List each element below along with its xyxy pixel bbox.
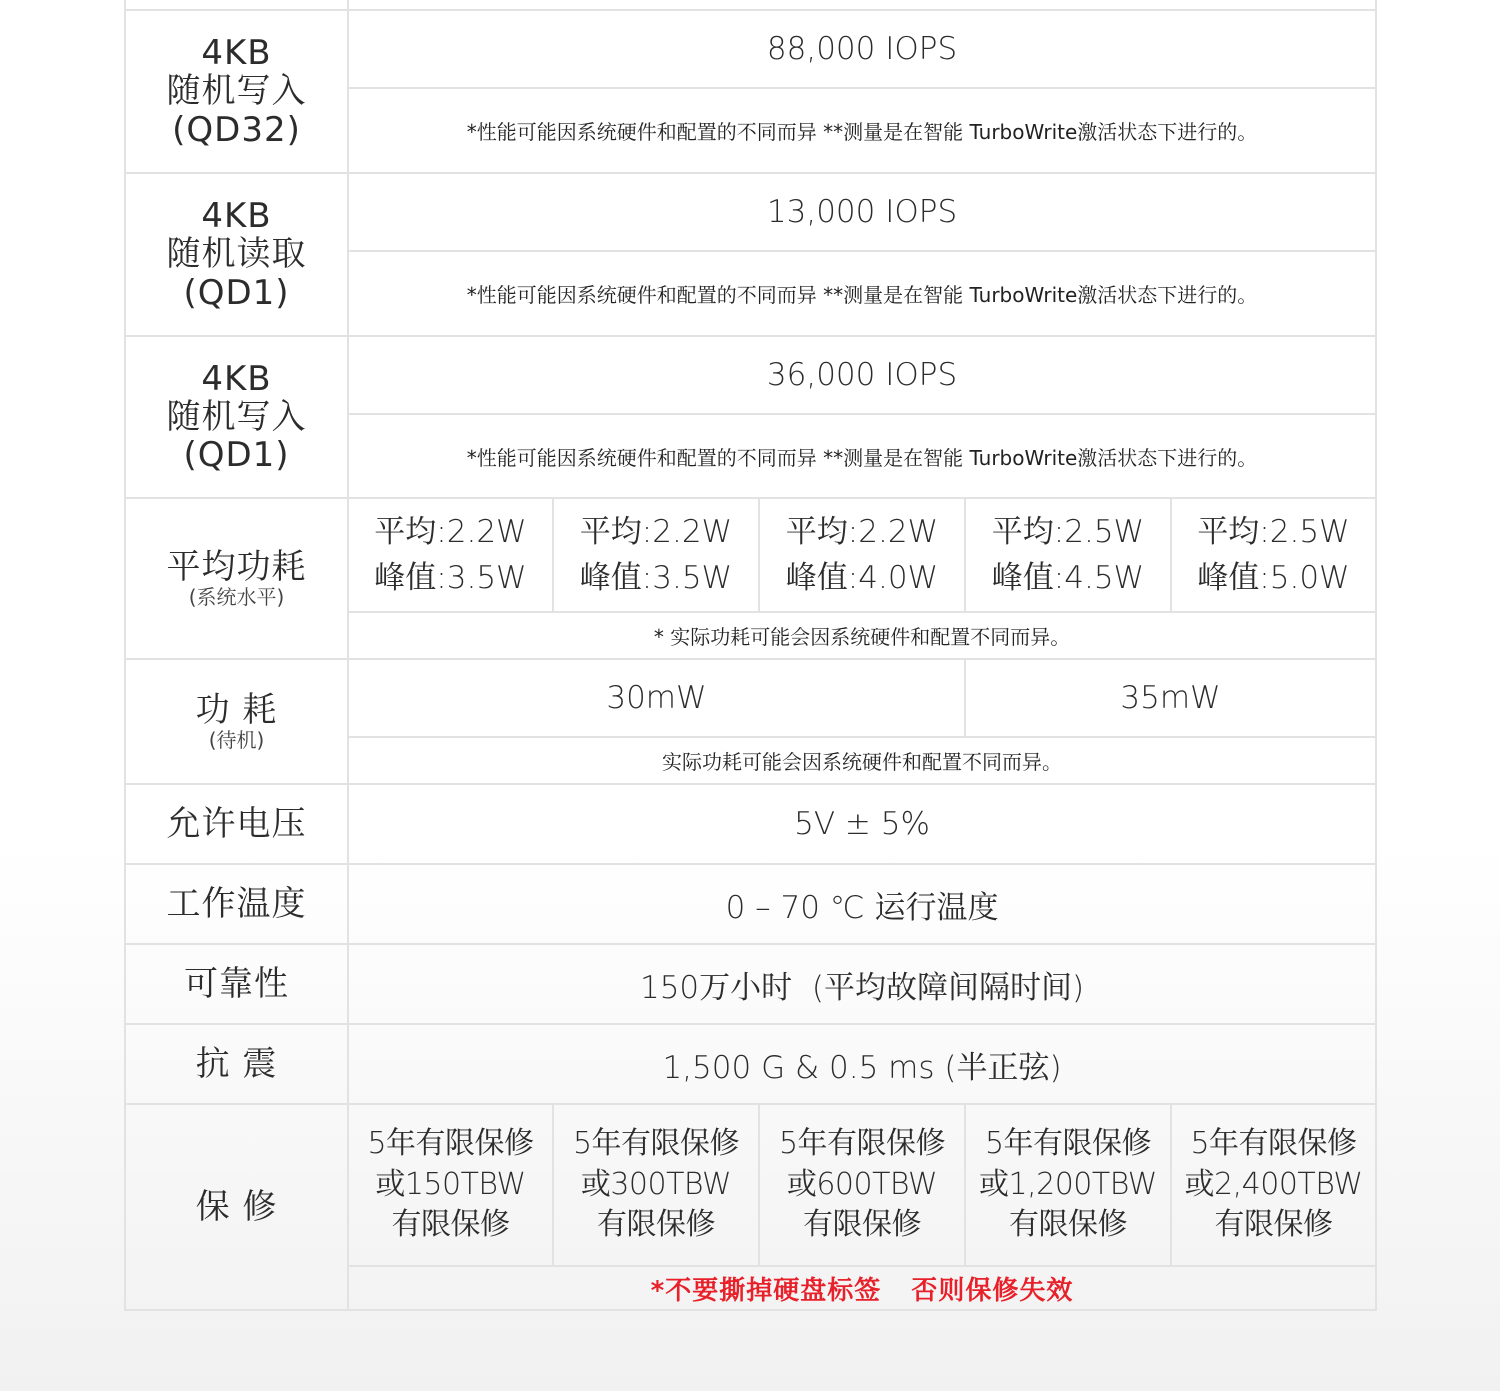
warranty-cell: 5年有限保修 或300TBW 有限保修 <box>553 1104 759 1266</box>
label-idle-power: 功 耗 (待机) <box>125 659 348 784</box>
avg-power-cell: 平均:2.5W 峰值:4.5W <box>965 498 1171 612</box>
row-shock <box>125 1024 1376 1104</box>
avg-power-cell: 平均:2.2W 峰值:4.0W <box>759 498 965 612</box>
label-shock: 抗 震 <box>125 1024 348 1104</box>
value-rand-write-qd32: 88,000 IOPS <box>348 10 1376 88</box>
label-rand-read-qd1: 4KB 随机读取 (QD1) <box>125 173 348 336</box>
row-warranty-values <box>125 1104 1376 1266</box>
note-rand-write-qd32: *性能可能因系统硬件和配置的不同而异 **测量是在智能 TurboWrite激活状态下进行的。 <box>348 88 1376 173</box>
row-voltage <box>125 784 1376 864</box>
note-avg-power: * 实际功耗可能会因系统硬件和配置不同而异。 <box>348 612 1376 659</box>
row-rand-write-qd32-value <box>125 10 1376 88</box>
warranty-cell: 5年有限保修 或1,200TBW 有限保修 <box>965 1104 1171 1266</box>
label-reliability: 可靠性 <box>125 944 348 1024</box>
note-rand-write-qd1: *性能可能因系统硬件和配置的不同而异 **测量是在智能 TurboWrite激活状态下进行的。 <box>348 414 1376 498</box>
idle-power-value: 30mW <box>348 659 965 737</box>
row-temperature <box>125 864 1376 944</box>
previous-row-edge <box>125 0 1376 10</box>
value-rand-read-qd1: 13,000 IOPS <box>348 173 1376 251</box>
note-rand-read-qd1: *性能可能因系统硬件和配置的不同而异 **测量是在智能 TurboWrite激活状态下进行的。 <box>348 251 1376 336</box>
avg-power-cell: 平均:2.2W 峰值:3.5W <box>348 498 553 612</box>
idle-power-value: 35mW <box>965 659 1376 737</box>
label-warranty: 保 修 <box>125 1104 348 1310</box>
label-avg-power: 平均功耗 (系统水平) <box>125 498 348 659</box>
label-rand-write-qd1: 4KB 随机写入 (QD1) <box>125 336 348 498</box>
value-voltage: 5V ± 5% <box>348 784 1376 864</box>
warranty-cell: 5年有限保修 或150TBW 有限保修 <box>348 1104 553 1266</box>
row-rand-read-qd1-value <box>125 173 1376 251</box>
value-rand-write-qd1: 36,000 IOPS <box>348 336 1376 414</box>
row-avg-power-values <box>125 498 1376 612</box>
label-rand-write-qd32: 4KB 随机写入 (QD32) <box>125 10 348 173</box>
avg-power-cell: 平均:2.5W 峰值:5.0W <box>1171 498 1376 612</box>
note-idle-power: 实际功耗可能会因系统硬件和配置不同而异。 <box>348 737 1376 784</box>
avg-power-cell: 平均:2.2W 峰值:3.5W <box>553 498 759 612</box>
value-shock: 1,500 G & 0.5 ms (半正弦) <box>348 1024 1376 1104</box>
value-reliability: 150万小时 (平均故障间隔时间) <box>348 944 1376 1024</box>
label-temperature: 工作温度 <box>125 864 348 944</box>
spec-table <box>124 0 1377 1311</box>
warranty-cell: 5年有限保修 或600TBW 有限保修 <box>759 1104 965 1266</box>
label-voltage: 允许电压 <box>125 784 348 864</box>
note-warranty: *不要撕掉硬盘标签 否则保修失效 <box>348 1266 1376 1310</box>
row-reliability <box>125 944 1376 1024</box>
row-rand-write-qd1-value <box>125 336 1376 414</box>
value-temperature: 0 – 70 ℃ 运行温度 <box>348 864 1376 944</box>
row-idle-power-values <box>125 659 1376 737</box>
warranty-cell: 5年有限保修 或2,400TBW 有限保修 <box>1171 1104 1376 1266</box>
